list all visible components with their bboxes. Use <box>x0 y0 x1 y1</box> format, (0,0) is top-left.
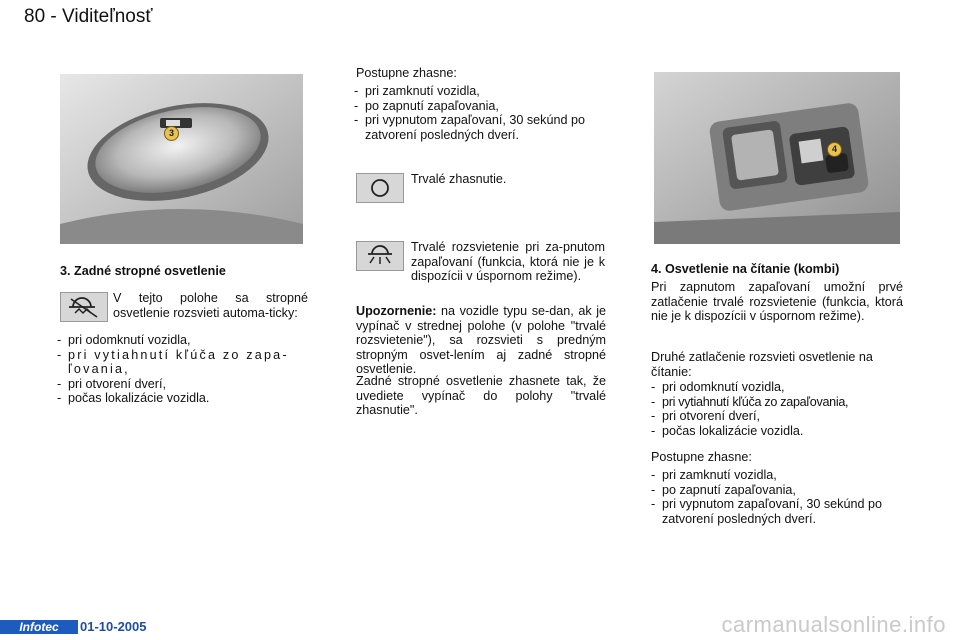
section-4-heading: 4. Osvetlenie na čítanie (kombi) <box>651 262 840 276</box>
section-4-list-2 <box>651 468 907 526</box>
permanent-off-text: Trvalé zhasnutie. <box>411 172 507 186</box>
circle-off-icon <box>357 174 403 202</box>
list-item: - po zapnutí zapaľovania, <box>354 99 606 114</box>
section-3-list <box>57 333 307 406</box>
list-item: - počas lokalizácie vozidla. <box>57 391 307 406</box>
footer-date: 01-10-2005 <box>80 619 147 634</box>
section-4-paragraph-2: Druhé zatlačenie rozsvieti osvetlenie na čítanie: <box>651 350 873 379</box>
list-item: - pri odomknutí vozidla, <box>57 333 307 348</box>
automatic-position-icon-box <box>60 292 108 322</box>
list-item: - pri vypnutom zapaľovaní, 30 sekúnd po zatvorení posledných dverí. <box>651 497 907 526</box>
ceiling-lamp-illustration <box>60 74 303 244</box>
list-item: - pri odomknutí vozidla, <box>651 380 907 395</box>
list-item: - počas lokalizácie vozidla. <box>651 424 907 439</box>
infotec-logo: Infotec <box>0 620 78 634</box>
automatic-position-text: V tejto polohe sa stropné osvetlenie rozsvieti automa-ticky: <box>113 291 308 320</box>
reading-lamp-illustration <box>654 72 900 244</box>
permanent-on-text: Trvalé rozsvietenie pri za-pnutom zapaľovaní (funkcia, ktorá nie je k dispozícii v úspornom režime). <box>411 240 605 284</box>
permanent-on-icon-box <box>356 241 404 271</box>
callout-badge-3: 3 <box>164 126 179 141</box>
watermark: carmanualsonline.info <box>721 612 946 637</box>
fade-out-title: Postupne zhasne: <box>356 66 457 80</box>
list-item: - pri zamknutí vozidla, <box>651 468 907 483</box>
callout-badge-4: 4 <box>827 142 842 157</box>
permanent-off-icon-box <box>356 173 404 203</box>
list-item: - pri zamknutí vozidla, <box>354 84 606 99</box>
list-item: - pri otvorení dverí, <box>651 409 907 424</box>
list-item: - pri vypnutom zapaľovaní, 30 sekúnd po zatvorení posledných dverí. <box>354 113 606 142</box>
rear-ceiling-light-photo <box>60 74 303 244</box>
list-item: - pri otvorení dverí, <box>57 377 307 392</box>
section-4-fade-title: Postupne zhasne: <box>651 450 752 464</box>
section-3-heading: 3. Zadné stropné osvetlenie <box>60 264 226 278</box>
list-item: - pri vytiahnutí kľúča zo zapaľovania, <box>651 395 907 410</box>
page-title: 80 - Viditeľnosť <box>24 6 153 27</box>
warning-paragraph <box>356 304 606 377</box>
reading-light-photo <box>654 72 900 244</box>
fade-out-list <box>354 84 606 142</box>
warning-body: na vozidle typu se-dan, ak je vypínač v strednej polohe (v polohe "trvalé rozsvietenie"), sa rozsvieti s predným stropným osvet-lením aj zadné stropné osvetlenie. <box>356 304 606 377</box>
list-item: - pri vytiahnutí kľúča zo zapa-ľovania, <box>57 348 307 377</box>
door-lamp-icon <box>61 293 107 321</box>
section-4-list-1 <box>651 380 907 438</box>
warning-label: Upozornenie: <box>356 304 437 318</box>
section-4-paragraph-1: Pri zapnutom zapaľovaní umožní prvé zatlačenie trvalé rozsvietenie (funkcia, ktorá nie je k dispozícii v úspornom režime). <box>651 280 903 324</box>
list-item: - po zapnutí zapaľovania, <box>651 483 907 498</box>
lamp-on-icon <box>357 242 403 270</box>
turn-off-instruction: Zadné stropné osvetlenie zhasnete tak, že uvediete vypínač do polohy "trvalé zhasnutie". <box>356 374 606 418</box>
